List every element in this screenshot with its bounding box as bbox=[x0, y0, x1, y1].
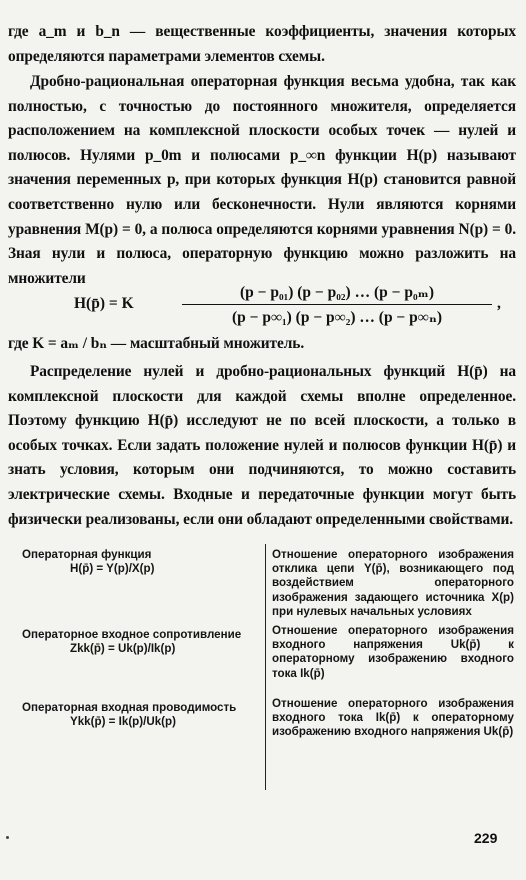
formula-lhs: H(p̄) = K bbox=[74, 295, 134, 312]
row-3-title: Операторная входная проводимость bbox=[22, 701, 237, 714]
table-divider bbox=[265, 544, 266, 790]
paragraph-zeros-poles: Дробно-рациональная операторная функция весьма удобна, так как полностью, с точностью до постоянного множителя, определяется расположением на комплексной плоскости особых точек — нулей и полюсов. Нулями p_0m и полюсами p_∞n функции H(p) называют значения переменных p, при которых функция H(p) становится равной соответственно нулю или бесконечности. Нули являются корнями уравнения M(p) = 0, а полюса определяются корнями уравнения N(p) = 0. Зная нули и полюса, операторную функцию можно разложить на множители bbox=[8, 73, 516, 287]
row-1-formula: H(p̄) = Y(p)/X(p) bbox=[70, 562, 155, 576]
table-row-1-right: Отношение операторного изображения отклика цепи Y(p̄), возникающего под воздействием операторного изображения задающего источника X(p) при нулевых начальных условиях bbox=[272, 548, 514, 618]
table-row-2-right: Отношение операторного изображения входного напряжения Uk(p̄) к операторному изображению входного тока Ik(p̄) bbox=[272, 624, 514, 680]
fraction-bar bbox=[182, 304, 492, 305]
paragraph-distribution: Распределение нулей и дробно-рациональных функций H(p̄) на комплексной плоскости для каждой схемы вполне определенное. Поэтому функцию H(p̄) исследуют не по всей плоскости, а только в особых точках. Если задать положение нулей и полюсов функции H(p̄) и знать условия, которым они подчиняются, то можно составить электрические схемы. Входные и передаточные функции могут быть физически реализованы, если они обладают определенными свойствами. bbox=[8, 363, 516, 528]
row-2-formula: Zkk(p̄) = Uk(p)/Ik(p) bbox=[70, 642, 176, 656]
formula-comma: , bbox=[497, 295, 501, 312]
table-row-1-left bbox=[22, 548, 258, 576]
margin-dot bbox=[6, 836, 9, 839]
table-row-2-left bbox=[22, 628, 258, 656]
formula-denominator: (p − p∞₁) (p − p∞₂) … (p − p∞ₙ) bbox=[231, 309, 443, 326]
paragraph-scale-factor: где K = aₘ / bₙ — масштабный множитель. bbox=[8, 335, 305, 352]
row-2-title: Операторное входное сопротивление bbox=[22, 628, 242, 641]
formula-numerator: (p − p₀₁) (p − p₀₂) … (p − p₀ₘ) bbox=[239, 284, 435, 301]
row-3-formula: Ykk(p̄) = Ik(p)/Uk(p) bbox=[70, 715, 176, 729]
table-row-3-right: Отношение операторного изображения входного тока Ik(p̄) к операторному изображению входного напряжения Uk(p̄) bbox=[272, 697, 514, 739]
paragraph-coefficients: где a_m и b_n — вещественные коэффициенты, значения которых определяются параметрами элементов схемы. bbox=[8, 23, 516, 65]
table-row-3-left bbox=[22, 701, 258, 729]
page-number: 229 bbox=[474, 830, 498, 846]
factorization-formula bbox=[74, 282, 514, 328]
row-1-title: Операторная функция bbox=[22, 548, 152, 561]
